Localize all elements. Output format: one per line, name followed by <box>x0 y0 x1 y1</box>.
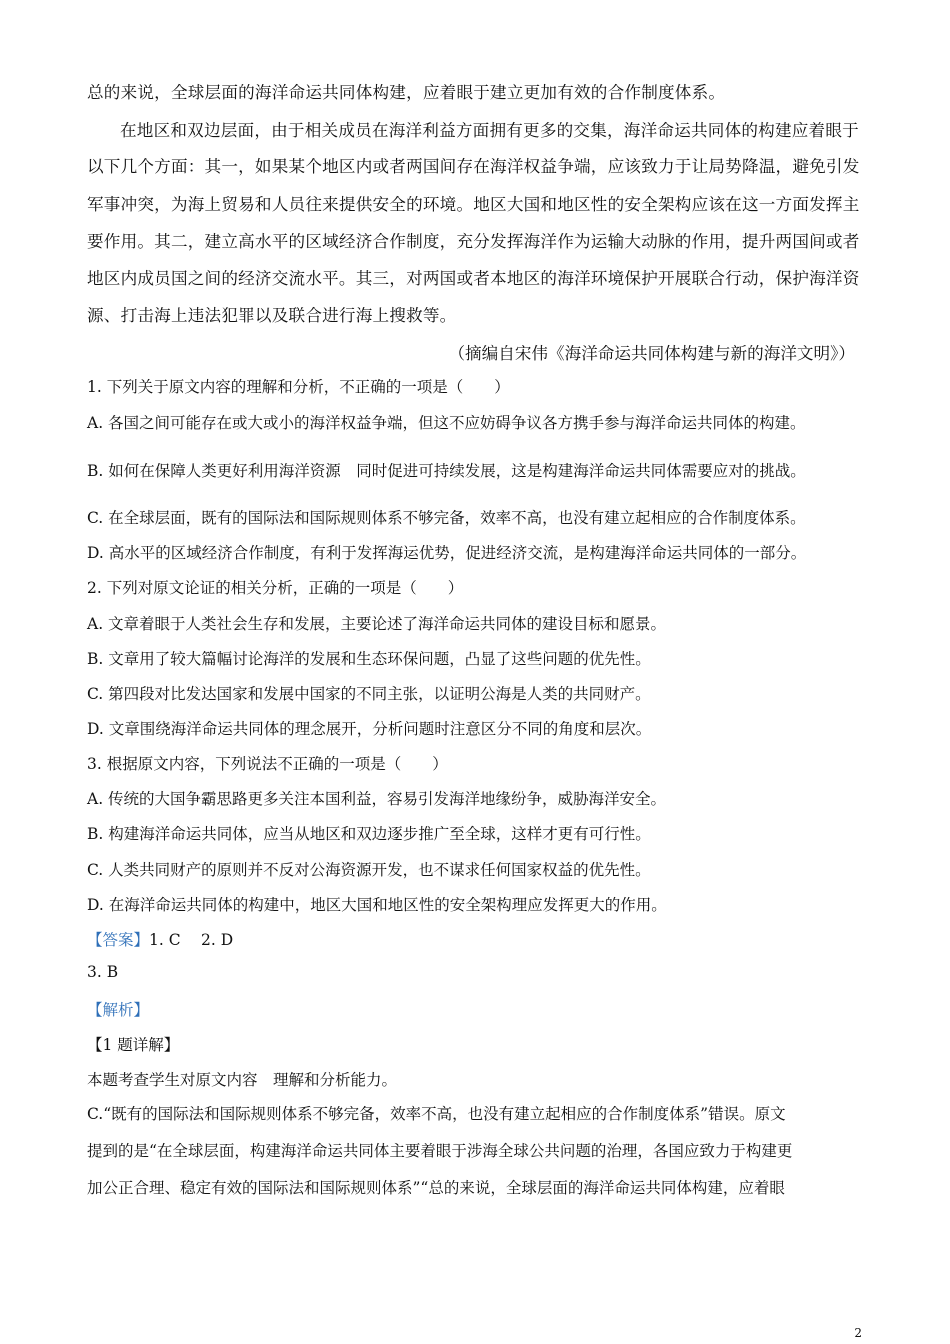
analysis-line: 本题考查学生对原文内容 理解和分析能力。 <box>87 1071 398 1089</box>
answer-label: 【答案】 <box>87 931 150 949</box>
passage-line: 地区内成员国之间的经济交流水平。其三，对两国或者本地区的海洋环境保护开展联合行动，保护海洋资 <box>87 269 860 288</box>
analysis-line: 提到的是“在全球层面，构建海洋命运共同体主要着眼于涉海全球公共问题的治理，各国应致力于构建更 <box>87 1142 793 1160</box>
answer-line <box>87 928 233 950</box>
option-line: B. 构建海洋命运共同体，应当从地区和双边逐步推广至全球，这样才更有可行性。 <box>87 825 651 843</box>
option-line: A. 文章着眼于人类社会生存和发展，主要论述了海洋命运共同体的建设目标和愿景。 <box>87 615 667 633</box>
passage-line: 要作用。其二，建立高水平的区域经济合作制度，充分发挥海洋作为运输大动脉的作用，提升两国间或者 <box>87 232 860 251</box>
option-line: D. 文章围绕海洋命运共同体的理念展开，分析问题时注意区分不同的角度和层次。 <box>87 720 652 738</box>
option-line: A. 各国之间可能存在或大或小的海洋权益争端，但这不应妨碍争议各方携手参与海洋命运共同体的构建。 <box>87 414 806 432</box>
analysis-line: 加公正合理、稳定有效的国际法和国际规则体系”“总的来说，全球层面的海洋命运共同体构建，应着眼 <box>87 1179 785 1197</box>
passage-line: 总的来说，全球层面的海洋命运共同体构建，应着眼于建立更加有效的合作制度体系。 <box>87 83 726 102</box>
option-line: A. 传统的大国争霸思路更多关注本国利益，容易引发海洋地缘纷争，威胁海洋安全。 <box>87 790 667 808</box>
option-line: B. 如何在保障人类更好利用海洋资源 同时促进可持续发展，这是构建海洋命运共同体需要应对的挑战。 <box>87 462 806 480</box>
option-line: D. 在海洋命运共同体的构建中，地区大国和地区性的安全架构理应发挥更大的作用。 <box>87 896 667 914</box>
passage-line: 军事冲突，为海上贸易和人员往来提供安全的环境。地区大国和地区性的安全架构应该在这一方面发挥主 <box>87 195 860 214</box>
passage-line: 以下几个方面：其一，如果某个地区内或者两国间存在海洋权益争端，应该致力于让局势降温，避免引发 <box>87 157 860 176</box>
answer-values: 1. C 2. D <box>149 931 234 949</box>
detail-title: 【1 题详解】 <box>87 1036 180 1054</box>
analysis-line: C.“既有的国际法和国际规则体系不够完备，效率不高，也没有建立起相应的合作制度体系”错误。原文 <box>87 1105 786 1123</box>
passage-line: 源、打击海上违法犯罪以及联合进行海上搜救等。 <box>87 306 457 325</box>
question-stem: 1. 下列关于原文内容的理解和分析，不正确的一项是（ ） <box>87 378 510 396</box>
passage-line: 在地区和双边层面，由于相关成员在海洋利益方面拥有更多的交集，海洋命运共同体的构建应着眼于 <box>120 121 859 140</box>
analysis-label: 【解析】 <box>87 1001 150 1019</box>
option-line: D. 高水平的区域经济合作制度，有利于发挥海运优势，促进经济交流，是构建海洋命运共同体的一部分。 <box>87 544 807 562</box>
answer-line-2: 3. B <box>87 963 119 981</box>
question-stem: 2. 下列对原文论证的相关分析，正确的一项是（ ） <box>87 579 464 597</box>
option-line: C. 在全球层面，既有的国际法和国际规则体系不够完备，效率不高，也没有建立起相应的合作制度体系。 <box>87 509 806 527</box>
option-line: B. 文章用了较大篇幅讨论海洋的发展和生态环保问题，凸显了这些问题的优先性。 <box>87 650 651 668</box>
option-line: C. 第四段对比发达国家和发展中国家的不同主张，以证明公海是人类的共同财产。 <box>87 685 651 703</box>
source-citation: （摘编自宋伟《海洋命运共同体构建与新的海洋文明》） <box>448 344 855 363</box>
option-line: C. 人类共同财产的原则并不反对公海资源开发，也不谋求任何国家权益的优先性。 <box>87 861 651 879</box>
question-stem: 3. 根据原文内容，下列说法不正确的一项是（ ） <box>87 755 448 773</box>
page-number: 2 <box>854 1326 862 1340</box>
